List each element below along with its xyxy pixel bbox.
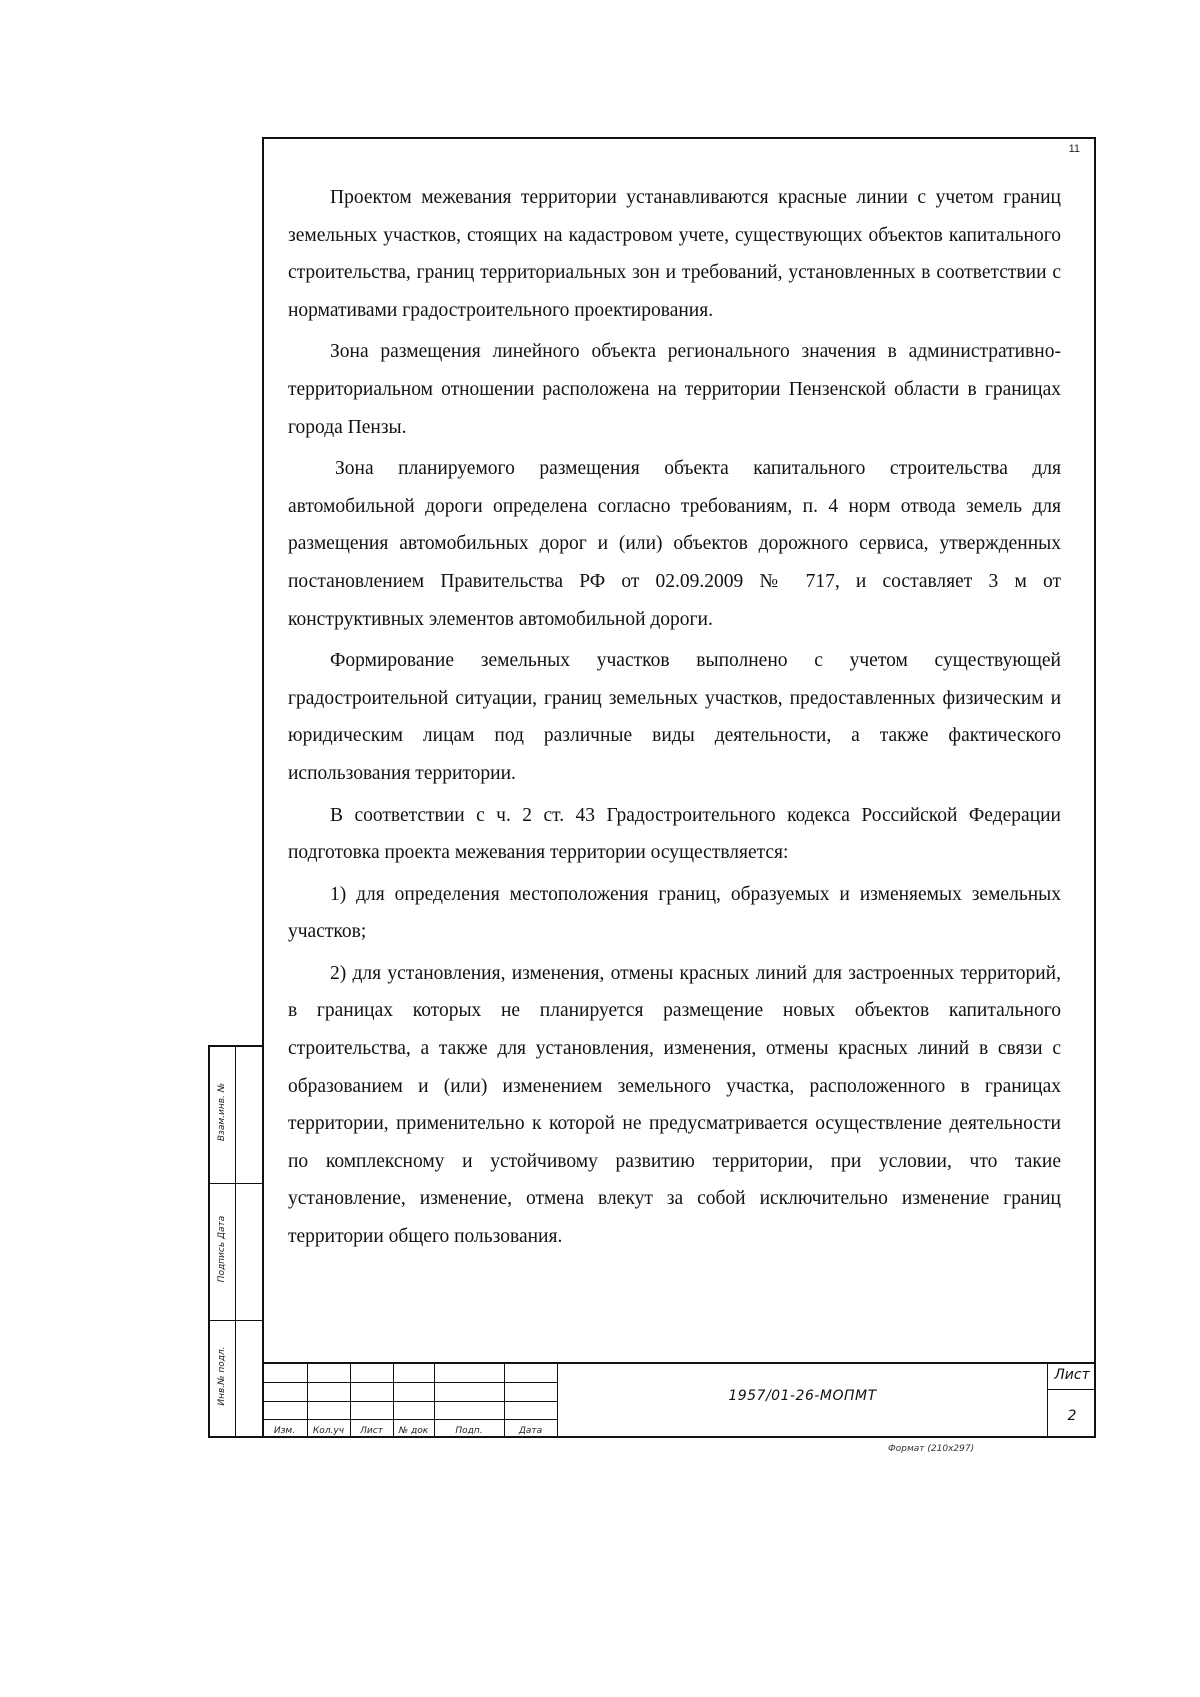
side-label-replacement: Взам.инв. №	[217, 1082, 227, 1142]
side-cell-replacement	[210, 1047, 262, 1184]
sheet-number: 2	[1067, 1408, 1077, 1424]
revision-grid	[262, 1364, 557, 1438]
paragraph-5: В соответствии с ч. 2 ст. 43 Градостроительного кодекса Российской Федерации подготовка проекта межевания территории осуществляется:	[288, 804, 1061, 864]
side-cell-inventory	[210, 1321, 262, 1438]
paragraph-2: Зона размещения линейного объекта регионального значения в административно-территориальном отношении расположена на территории Пензенской области в границах города Пензы.	[288, 341, 1061, 438]
col-label-doc: № док	[398, 1426, 429, 1436]
title-block	[262, 1362, 1096, 1438]
side-cell-signature	[210, 1184, 262, 1321]
side-label-inventory: Инв.№ подл.	[217, 1346, 227, 1406]
page-frame	[262, 137, 1096, 1438]
binding-strip	[208, 1045, 262, 1438]
col-label-signature: Подп.	[455, 1426, 483, 1436]
col-label-sheet: Лист	[360, 1426, 383, 1436]
side-label-signature: Подпись Дата	[217, 1215, 227, 1283]
paragraph-6: 1) для определения местоположения границ, образуемых и изменяемых земельных участков;	[288, 883, 1061, 943]
sheet-box	[1047, 1364, 1096, 1438]
paragraph-1: Проектом межевания территории устанавливаются красные линии с учетом границ земельных участков, стоящих на кадастровом учете, существующих объектов капитального строительства, границ территориальных зон и требований, установленных в соответствии с нормативами градостроительного проектирования.	[288, 187, 1061, 321]
format-caption: Формат (210x297)	[888, 1444, 975, 1454]
paragraph-3: Зона планируемого размещения объекта капитального строительства для автомобильной дороги определена согласно требованиям, п. 4 норм отвода земель для размещения автомобильных дорог и (или) объектов дорожного сервиса, утвержденных постановлением Правительства РФ от 02.09.2009 № 717, и составляет 3 м от конструктивных элементов автомобильной дороги.	[288, 458, 1061, 630]
paragraph-7: 2) для установления, изменения, отмены красных линий для застроенных территорий, в границах которых не планируется размещение новых объектов капитального строительства, а также для установления, изменения, отмены красных линий в связи с образованием и (или) изменением земельного участка, расположенного в границах территории, применительно к которой не предусматривается осуществление деятельности по комплексному и устойчивому развитию территории, при условии, что такие установление, изменение, отмена влекут за собой исключительно изменение границ территории общего пользования.	[288, 962, 1061, 1248]
paragraph-4: Формирование земельных участков выполнено с учетом существующей градостроительной ситуации, границ земельных участков, предоставленных физическим и юридическим лицам под различные виды деятельности, а также фактического использования территории.	[288, 650, 1061, 784]
document-code: 1957/01-26-МОПМТ	[728, 1388, 877, 1404]
col-label-change: Изм.	[273, 1426, 296, 1436]
col-label-count: Кол.уч	[312, 1426, 345, 1436]
col-label-date: Дата	[518, 1426, 543, 1436]
body-text	[288, 179, 1061, 1260]
sheet-label: Лист	[1048, 1367, 1096, 1390]
top-page-number: 11	[1068, 143, 1080, 155]
